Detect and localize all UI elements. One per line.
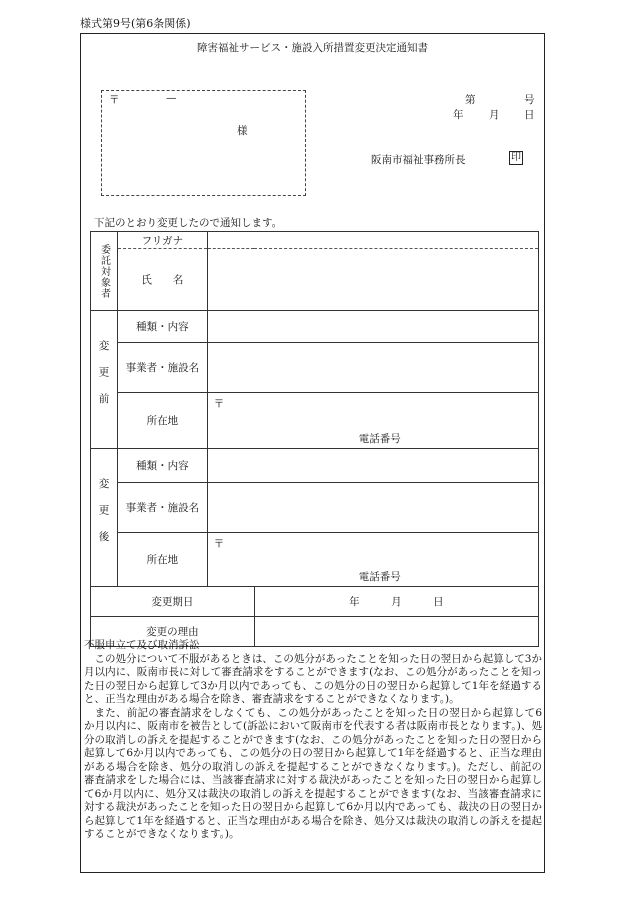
before-provider-field[interactable] <box>207 343 538 393</box>
postal-mark: 〒 <box>109 94 120 106</box>
change-date-label: 変更期日 <box>91 587 255 617</box>
before-type-label: 種類・内容 <box>117 311 207 343</box>
after-postal-mark: 〒 <box>213 538 225 550</box>
honorific-sama: 様 <box>237 125 248 137</box>
after-provider-label: 事業者・施設名 <box>117 483 207 533</box>
appeal-notice-paragraph-1: この処分について不服があるときは、この処分があったことを知った日の翌日から起算して3か月以内に、阪南市長に対して審査請求をすることができます(なお、この処分があったことを知った日の翌日から起算して3か月以内であっても、この処分の日の翌日から起算して1年を経過すると、正当な理由がある場合を除き、審査請求をすることができなくなります。)。 <box>84 652 542 705</box>
doc-number-dai: 第 <box>465 94 476 106</box>
appeal-notice-paragraph-2: また、前記の審査請求をしなくても、この処分があったことを知った日の翌日から起算して6か月以内に、阪南市を被告として(訴訟において阪南市を代表する者は阪南市長となります。)、処分の取消しの訴えを提起することができます(なお、この処分があったことを知った日の翌日から起算して6か月以内であっても、この処分の日の翌日から起算して1年を経過すると、正当な理由がある場合を除き、処分の取消しの訴えを提起することができなくなります。)。ただし、前記の審査請求をした場合には、当該審査請求に対する裁決があったことを知った日の翌日から起算して6か月以内に、処分又は裁決の取消しの訴えを提起することができます(なお、当該審査請求に対する裁決があったことを知った日の翌日から起算して6か月以内であっても、裁決の日の翌日から起算して1年を経過すると、正当な理由がある場合を除き、処分又は裁決の取消しの訴えを提起することができなくなります。)。 <box>84 706 542 840</box>
after-location-field[interactable] <box>207 533 538 587</box>
date-day: 日 <box>524 109 535 121</box>
appeal-notice-heading: 不服申立て及び取消訴訟 <box>84 639 200 651</box>
recipient-address-box[interactable] <box>101 90 306 196</box>
before-type-field[interactable] <box>207 311 538 343</box>
doc-number-gou: 号 <box>524 94 535 106</box>
after-type-label: 種類・内容 <box>117 449 207 483</box>
postal-dash: — <box>166 92 177 104</box>
appeal-notice <box>84 639 542 842</box>
seal-mark: 印 <box>511 152 521 163</box>
form-label: 様式第9号(第6条関係) <box>80 17 191 30</box>
document-title: 障害福祉サービス・施設入所措置変更決定通知書 <box>197 42 428 54</box>
name-field[interactable] <box>207 249 538 311</box>
before-location-label: 所在地 <box>117 393 207 449</box>
date-month: 月 <box>489 109 500 121</box>
after-type-field[interactable] <box>207 449 538 483</box>
change-reason-label: 変更の理由 <box>91 617 255 647</box>
name-label: 氏 名 <box>117 249 207 311</box>
after-provider-field[interactable] <box>207 483 538 533</box>
furigana-field[interactable] <box>207 232 538 249</box>
issuer-name: 阪南市福祉事務所長 <box>371 154 466 166</box>
before-group-label: 変更前 <box>91 311 118 449</box>
before-postal-mark: 〒 <box>213 398 225 410</box>
intro-text: 下記のとおり変更したので通知します。 <box>94 217 283 229</box>
change-date-field[interactable]: 年 月 日 <box>254 587 538 617</box>
after-phone-label: 電話番号 <box>358 571 401 583</box>
before-location-field[interactable] <box>207 393 538 449</box>
subject-group-label: 委託対象者 <box>91 232 118 311</box>
before-phone-label: 電話番号 <box>358 433 401 445</box>
after-location-label: 所在地 <box>117 533 207 587</box>
before-provider-label: 事業者・施設名 <box>117 343 207 393</box>
after-group-label: 変更後 <box>91 449 118 587</box>
furigana-label: フリガナ <box>117 232 207 249</box>
date-year: 年 <box>453 109 464 121</box>
change-details-table <box>90 231 539 647</box>
